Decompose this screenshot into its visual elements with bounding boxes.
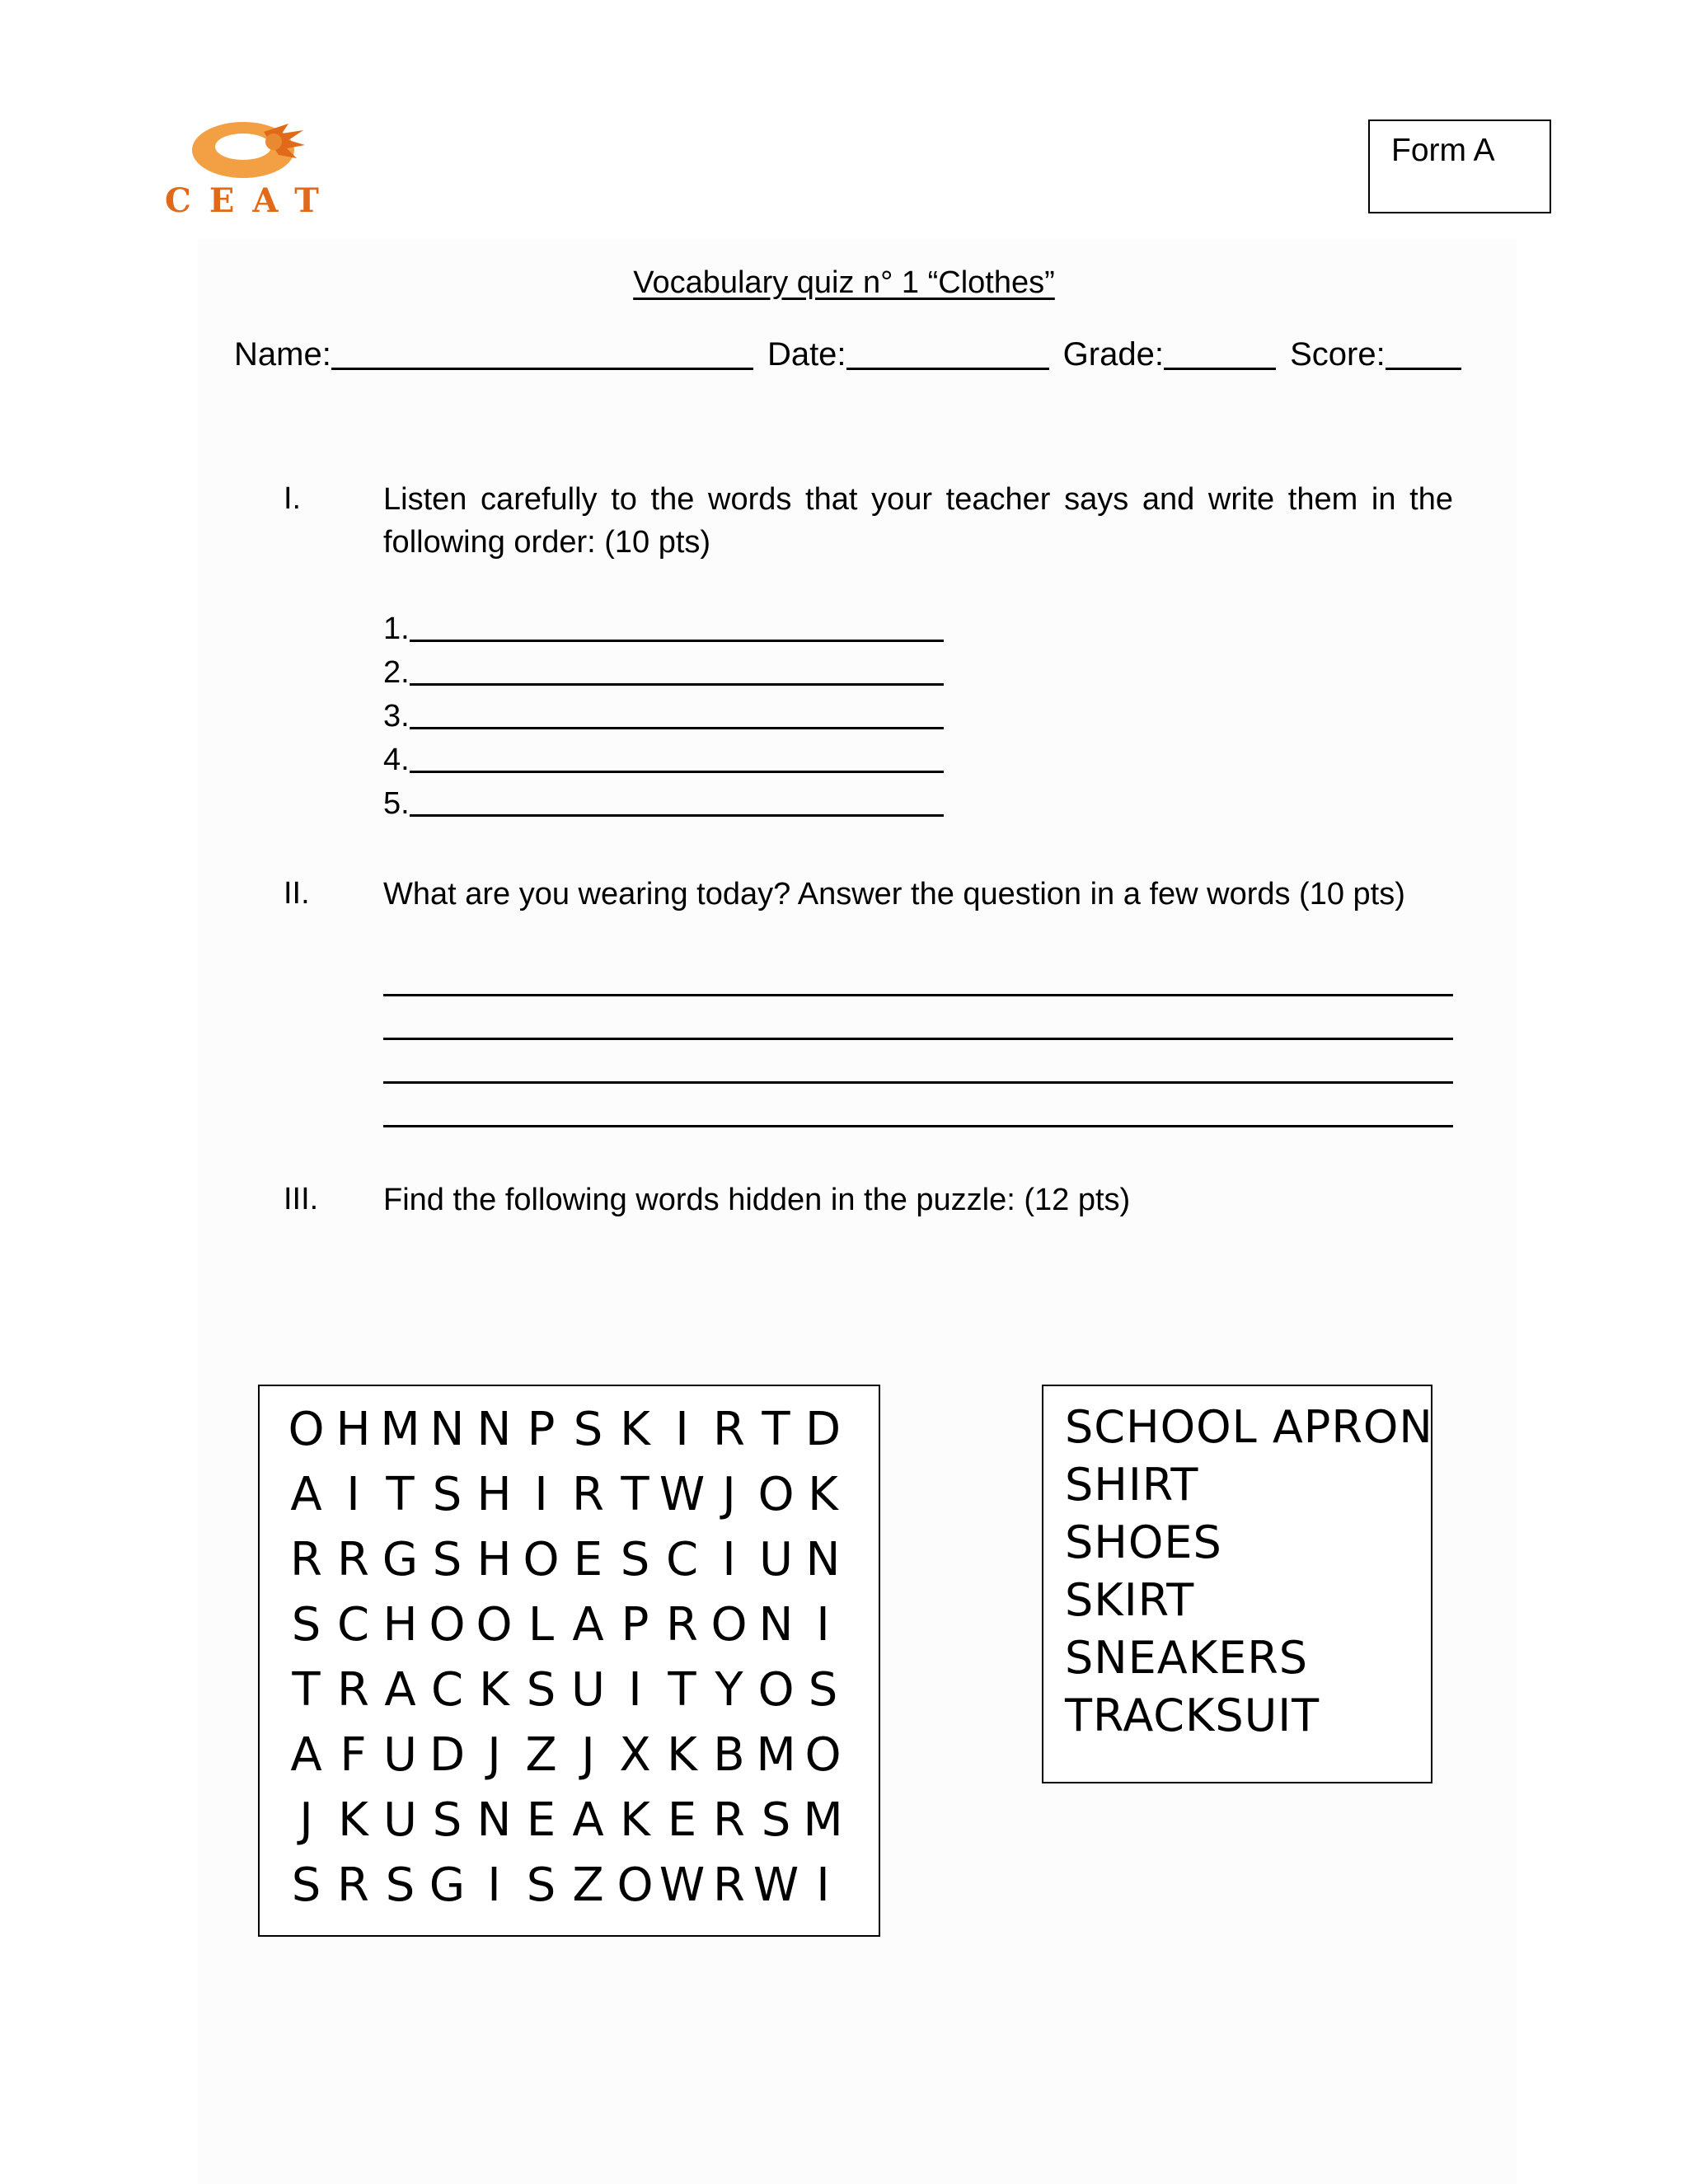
puzzle-letter[interactable]: I xyxy=(628,1663,642,1717)
puzzle-letter[interactable]: M xyxy=(756,1728,796,1782)
grade-blank[interactable] xyxy=(1164,338,1276,370)
section-1-numeral: I. xyxy=(284,481,302,516)
puzzle-row xyxy=(283,1533,846,1598)
puzzle-letter[interactable]: I xyxy=(722,1533,736,1586)
puzzle-letter[interactable]: R xyxy=(713,1403,745,1456)
form-label-box xyxy=(1368,120,1551,213)
puzzle-letter[interactable]: H xyxy=(335,1403,371,1456)
puzzle-letter[interactable]: J xyxy=(299,1793,313,1847)
puzzle-letter[interactable]: W xyxy=(753,1858,799,1912)
puzzle-letter[interactable]: E xyxy=(526,1793,556,1847)
puzzle-letter[interactable]: S xyxy=(291,1598,321,1652)
answer-number: 5. xyxy=(383,786,410,821)
puzzle-letter[interactable]: N xyxy=(476,1403,512,1456)
section-2-instruction: What are you wearing today? Answer the question in a few words (10 pts) xyxy=(383,877,1405,912)
writing-line-1[interactable] xyxy=(383,994,1453,996)
puzzle-letter[interactable]: H xyxy=(476,1468,512,1521)
puzzle-letter[interactable]: I xyxy=(816,1858,830,1912)
puzzle-letter[interactable]: Z xyxy=(525,1728,557,1782)
word-list-item: SHIRT xyxy=(1065,1459,1199,1511)
puzzle-letter[interactable]: S xyxy=(761,1793,791,1847)
answer-number: 2. xyxy=(383,655,410,690)
answer-number: 3. xyxy=(383,699,410,733)
word-list-item: SKIRT xyxy=(1065,1574,1195,1626)
puzzle-letter[interactable]: A xyxy=(290,1468,322,1521)
puzzle-letter[interactable]: O xyxy=(617,1858,654,1912)
puzzle-letter[interactable]: C xyxy=(430,1663,464,1717)
word-search-puzzle xyxy=(258,1385,880,1937)
puzzle-letter[interactable]: T xyxy=(386,1468,415,1521)
puzzle-letter[interactable]: R xyxy=(337,1533,369,1586)
puzzle-letter[interactable]: K xyxy=(620,1793,650,1847)
puzzle-row xyxy=(283,1468,846,1533)
writing-line-4[interactable] xyxy=(383,1125,1453,1127)
puzzle-letter[interactable]: Y xyxy=(715,1663,743,1717)
puzzle-letter[interactable]: E xyxy=(573,1533,603,1586)
answer-line-5[interactable] xyxy=(383,786,944,822)
puzzle-letter[interactable]: R xyxy=(666,1598,698,1652)
puzzle-letter[interactable]: U xyxy=(383,1728,417,1782)
puzzle-letter[interactable]: D xyxy=(429,1728,466,1782)
puzzle-letter[interactable]: G xyxy=(429,1858,466,1912)
puzzle-letter[interactable]: N xyxy=(805,1533,841,1586)
puzzle-letter[interactable]: R xyxy=(337,1858,369,1912)
puzzle-letter[interactable]: F xyxy=(340,1728,367,1782)
answer-line-4[interactable] xyxy=(383,743,944,778)
puzzle-letter[interactable]: U xyxy=(383,1793,417,1847)
form-label: Form A xyxy=(1391,133,1495,168)
name-blank[interactable] xyxy=(331,338,753,370)
section-3-instruction: Find the following words hidden in the puzzle: (12 pts) xyxy=(383,1183,1131,1217)
section-3-numeral: III. xyxy=(284,1182,319,1216)
puzzle-letter[interactable]: I xyxy=(487,1858,501,1912)
puzzle-letter[interactable]: T xyxy=(292,1663,321,1717)
answer-number: 1. xyxy=(383,612,410,646)
logo-text: CEAT xyxy=(165,181,337,220)
puzzle-letter[interactable]: I xyxy=(346,1468,360,1521)
puzzle-letter[interactable]: R xyxy=(337,1663,369,1717)
puzzle-letter[interactable]: Z xyxy=(572,1858,604,1912)
ceat-logo xyxy=(165,115,371,223)
puzzle-letter[interactable]: A xyxy=(290,1728,322,1782)
puzzle-letter[interactable]: C xyxy=(665,1533,699,1586)
puzzle-letter[interactable]: U xyxy=(571,1663,605,1717)
puzzle-letter[interactable]: S xyxy=(526,1858,556,1912)
puzzle-letter[interactable]: H xyxy=(476,1533,512,1586)
puzzle-letter[interactable]: R xyxy=(290,1533,322,1586)
student-info-row xyxy=(234,336,1461,373)
puzzle-letter[interactable]: C xyxy=(336,1598,370,1652)
puzzle-letter[interactable]: M xyxy=(803,1793,843,1847)
puzzle-letter[interactable]: L xyxy=(528,1598,555,1652)
puzzle-letter[interactable]: O xyxy=(710,1598,748,1652)
puzzle-letter[interactable]: O xyxy=(288,1403,325,1456)
puzzle-letter[interactable]: O xyxy=(757,1663,795,1717)
puzzle-letter[interactable]: S xyxy=(432,1468,462,1521)
puzzle-row xyxy=(283,1663,846,1728)
word-list-item: TRACKSUIT xyxy=(1065,1690,1320,1741)
writing-line-2[interactable] xyxy=(383,1038,1453,1040)
puzzle-letter[interactable]: T xyxy=(621,1468,649,1521)
sun-icon xyxy=(165,115,371,181)
answer-line-3[interactable] xyxy=(383,699,944,734)
puzzle-letter[interactable]: O xyxy=(476,1598,513,1652)
puzzle-row xyxy=(283,1793,846,1858)
puzzle-letter[interactable]: O xyxy=(804,1728,842,1782)
puzzle-letter[interactable]: G xyxy=(382,1533,419,1586)
puzzle-row xyxy=(283,1403,846,1468)
puzzle-letter[interactable]: A xyxy=(572,1598,604,1652)
puzzle-letter[interactable]: I xyxy=(675,1403,689,1456)
puzzle-letter[interactable]: S xyxy=(432,1533,462,1586)
puzzle-letter[interactable]: H xyxy=(382,1598,418,1652)
grade-label: Grade: xyxy=(1062,336,1164,373)
puzzle-letter[interactable]: R xyxy=(572,1468,604,1521)
puzzle-letter[interactable]: N xyxy=(429,1403,465,1456)
word-list-box xyxy=(1042,1385,1432,1783)
puzzle-letter[interactable]: S xyxy=(526,1663,556,1717)
puzzle-letter[interactable]: S xyxy=(432,1793,462,1847)
score-label: Score: xyxy=(1290,336,1386,373)
puzzle-letter[interactable]: P xyxy=(621,1598,649,1652)
puzzle-row xyxy=(283,1728,846,1793)
puzzle-letter[interactable]: S xyxy=(808,1663,838,1717)
puzzle-letter[interactable]: S xyxy=(620,1533,650,1586)
puzzle-letter[interactable]: K xyxy=(338,1793,368,1847)
puzzle-letter[interactable]: R xyxy=(713,1793,745,1847)
puzzle-letter[interactable]: D xyxy=(804,1403,842,1456)
puzzle-letter[interactable]: T xyxy=(762,1403,790,1456)
puzzle-letter[interactable]: O xyxy=(523,1533,560,1586)
section-2-numeral: II. xyxy=(284,876,310,911)
puzzle-letter[interactable]: S xyxy=(291,1858,321,1912)
puzzle-letter[interactable]: S xyxy=(385,1858,415,1912)
section-1-instruction: Listen carefully to the words that your teacher says and write them in the following order: (10 pts) xyxy=(383,482,1453,560)
puzzle-letter[interactable]: R xyxy=(713,1858,745,1912)
date-label: Date: xyxy=(767,336,846,373)
page-title-text: Vocabulary quiz n° 1 “Clothes” xyxy=(633,265,1055,300)
writing-line-3[interactable] xyxy=(383,1081,1453,1084)
puzzle-letter[interactable]: N xyxy=(476,1793,512,1847)
puzzle-letter[interactable]: X xyxy=(619,1728,651,1782)
puzzle-letter[interactable]: K xyxy=(479,1663,509,1717)
name-label: Name: xyxy=(234,336,331,373)
puzzle-letter[interactable]: K xyxy=(620,1403,650,1456)
puzzle-letter[interactable]: J xyxy=(581,1728,595,1782)
puzzle-letter[interactable]: O xyxy=(757,1468,795,1521)
puzzle-row xyxy=(283,1858,846,1924)
puzzle-letter[interactable]: S xyxy=(573,1403,603,1456)
answer-line-1[interactable] xyxy=(383,612,944,647)
puzzle-letter[interactable]: O xyxy=(429,1598,466,1652)
score-blank[interactable] xyxy=(1386,338,1461,370)
word-list-item: SCHOOL APRON xyxy=(1065,1401,1433,1453)
puzzle-letter[interactable]: B xyxy=(713,1728,745,1782)
puzzle-row xyxy=(283,1598,846,1663)
answer-line-2[interactable] xyxy=(383,655,944,691)
puzzle-letter[interactable]: W xyxy=(659,1468,706,1521)
word-list-item: SNEAKERS xyxy=(1065,1632,1309,1684)
puzzle-letter[interactable]: I xyxy=(816,1598,830,1652)
puzzle-letter[interactable]: J xyxy=(487,1728,501,1782)
puzzle-letter[interactable]: I xyxy=(534,1468,548,1521)
puzzle-letter[interactable]: T xyxy=(668,1663,696,1717)
puzzle-letter[interactable]: U xyxy=(759,1533,793,1586)
page-title xyxy=(0,265,1688,301)
word-list-item: SHOES xyxy=(1065,1516,1222,1568)
puzzle-letter[interactable]: M xyxy=(380,1403,420,1456)
puzzle-letter[interactable]: A xyxy=(572,1793,604,1847)
puzzle-letter[interactable]: J xyxy=(722,1468,736,1521)
puzzle-letter[interactable]: E xyxy=(667,1793,697,1847)
puzzle-letter[interactable]: K xyxy=(808,1468,838,1521)
puzzle-letter[interactable]: P xyxy=(527,1403,556,1456)
puzzle-letter[interactable]: A xyxy=(384,1663,416,1717)
date-blank[interactable] xyxy=(846,338,1049,370)
puzzle-letter[interactable]: W xyxy=(659,1858,706,1912)
puzzle-letter[interactable]: K xyxy=(667,1728,697,1782)
puzzle-letter[interactable]: N xyxy=(758,1598,794,1652)
answer-number: 4. xyxy=(383,743,410,777)
